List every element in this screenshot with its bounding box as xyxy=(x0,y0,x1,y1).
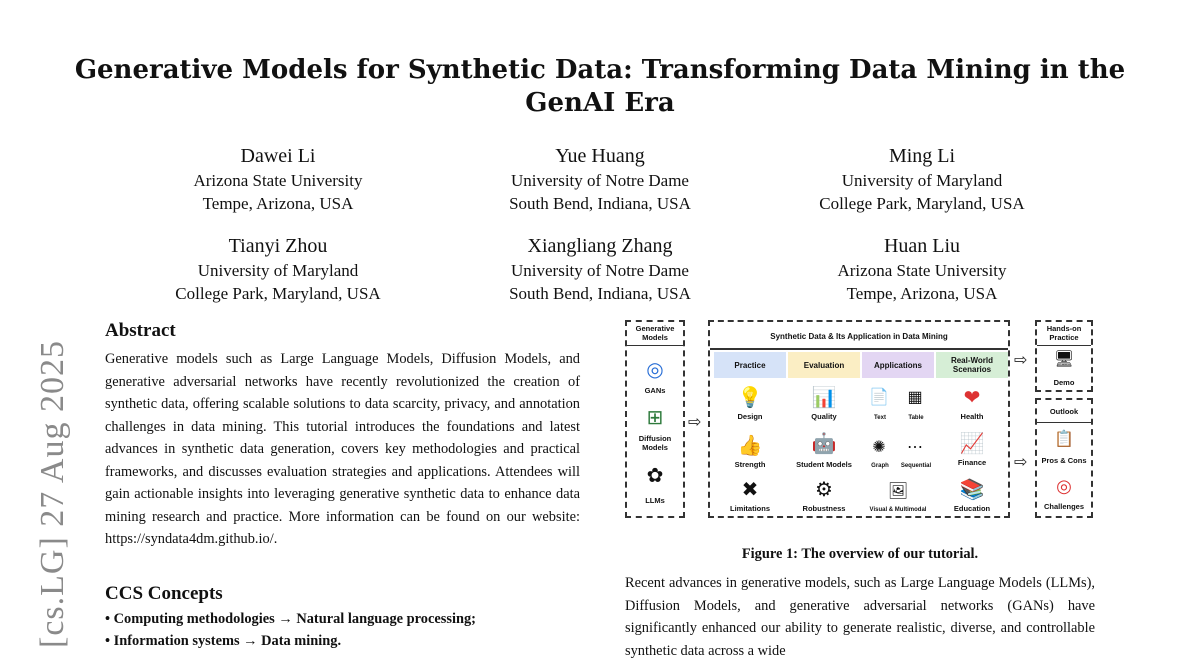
author-affiliation: University of Notre Dame xyxy=(511,171,689,190)
robustness-label: Robustness xyxy=(802,504,846,513)
arrow-right-icon: ⇨ xyxy=(688,414,702,431)
robot-icon: 🤖 xyxy=(811,433,837,455)
applications-column xyxy=(862,352,934,522)
heart-icon: ❤ xyxy=(963,387,981,409)
author-5 xyxy=(450,233,750,305)
overview-figure xyxy=(625,320,1095,520)
figure-caption: Figure 1: The overview of our tutorial. xyxy=(741,546,979,562)
arrow-right-icon: ⇨ xyxy=(1014,352,1028,369)
chart-icon: 📊 xyxy=(811,387,837,409)
design-label: Design xyxy=(737,412,763,421)
practice-header: Practice xyxy=(714,352,786,378)
author-location: South Bend, Indiana, USA xyxy=(509,194,691,213)
robustness-icon: ⚙ xyxy=(815,479,833,501)
author-2 xyxy=(450,143,750,215)
outlook-box xyxy=(1035,398,1093,518)
finance-icon: 📈 xyxy=(959,433,985,455)
books-icon: 📚 xyxy=(959,479,985,501)
evaluation-header: Evaluation xyxy=(788,352,860,378)
author-name: Huan Liu xyxy=(883,235,961,257)
author-location: Tempe, Arizona, USA xyxy=(202,194,354,213)
generative-models-title: Generative Models xyxy=(627,324,683,346)
health-label: Health xyxy=(960,412,984,421)
author-location: College Park, Maryland, USA xyxy=(175,284,381,303)
image-icon: 🖼 xyxy=(887,483,909,500)
graph-icon: ✺ xyxy=(872,439,886,456)
sequential-label: Sequential xyxy=(900,463,932,469)
author-4 xyxy=(128,233,428,305)
author-location: College Park, Maryland, USA xyxy=(819,194,1025,213)
demo-label: Demo xyxy=(1053,378,1075,387)
synthetic-data-box xyxy=(708,320,1010,518)
author-name: Tianyi Zhou xyxy=(228,235,328,257)
abstract-text: Generative models such as Large Language Models, Diffusion Models, and generative adversarial networks have recently revolutionized the creation of synthetic data, offering scalable solutions to data scarcity, privacy, and annotation challenges in data mining. This tutorial introduces the foundations and latest advances in synthetic data generation, covers key methodologies and practical frameworks, and discusses evaluation strategies and applications. Attendees will gain actionable insights into leveraging generative synthetic data to enhance data mining research and practice. More information can be found on our website: https://syndata4dm.github.io/. xyxy=(105,351,580,547)
author-name: Ming Li xyxy=(888,145,956,167)
visual-multimodal-label: Visual & Multimodal xyxy=(869,507,927,513)
diffusion-models-label: Diffusion Models xyxy=(638,434,672,452)
ccs-item: • Computing methodologies → Natural language processing; xyxy=(105,611,476,627)
author-affiliation: University of Maryland xyxy=(197,261,359,280)
author-affiliation: University of Notre Dame xyxy=(511,261,689,280)
practice-column xyxy=(714,352,786,522)
paper-title: Generative Models for Synthetic Data: Transforming Data Mining in the GenAI Era xyxy=(74,55,1126,118)
finance-label: Finance xyxy=(957,458,987,467)
quality-label: Quality xyxy=(811,412,837,421)
challenges-label: Challenges xyxy=(1043,502,1084,511)
sequential-icon: ⋯ xyxy=(907,439,923,456)
author-3 xyxy=(772,143,1072,215)
arxiv-side-label: [cs.LG] 27 Aug 2025 xyxy=(34,340,71,648)
table-label: Table xyxy=(908,415,924,421)
gans-label: GANs xyxy=(644,386,666,395)
author-name: Dawei Li xyxy=(240,145,316,167)
author-name: Xiangliang Zhang xyxy=(527,235,673,257)
author-location: South Bend, Indiana, USA xyxy=(509,284,691,303)
author-affiliation: Arizona State University xyxy=(193,171,363,190)
pros-cons-label: Pros & Cons xyxy=(1041,456,1087,465)
graph-label: Graph xyxy=(871,463,889,469)
real-world-column xyxy=(936,352,1008,522)
hands-on-box xyxy=(1035,320,1093,392)
clipboard-icon: 📋 xyxy=(1054,431,1074,448)
author-affiliation: Arizona State University xyxy=(837,261,1007,280)
hands-on-title: Hands-on Practice xyxy=(1037,324,1091,346)
generative-models-box xyxy=(625,320,685,518)
gan-icon: ◎ xyxy=(646,359,664,381)
real-world-header: Real-World Scenarios xyxy=(936,352,1008,378)
limitations-label: Limitations xyxy=(729,504,770,513)
limitations-icon: ✖ xyxy=(741,479,759,501)
author-affiliation: University of Maryland xyxy=(841,171,1003,190)
synthetic-data-title: Synthetic Data & Its Application in Data Mining xyxy=(770,332,948,341)
text-icon: 📄 xyxy=(869,389,889,406)
applications-header: Applications xyxy=(862,352,934,378)
abstract-heading: Abstract xyxy=(105,320,176,341)
diffusion-icon: ⊞ xyxy=(646,407,664,429)
target-icon: ◎ xyxy=(1056,476,1072,496)
student-models-label: Student Models xyxy=(796,460,852,469)
author-6 xyxy=(772,233,1072,305)
author-1 xyxy=(128,143,428,215)
author-location: Tempe, Arizona, USA xyxy=(846,284,998,303)
body-text: Recent advances in generative models, such as Large Language Models (LLMs), Diffusion Models, and generative adversarial networks (GANs) have significantly enhanced our ability to generate realistic, diverse, and controllable synthetic data across a wide xyxy=(625,575,1095,659)
strength-label: Strength xyxy=(734,460,766,469)
llms-label: LLMs xyxy=(645,496,665,505)
lightbulb-icon: 💡 xyxy=(737,387,763,409)
ccs-item: • Information systems → Data mining. xyxy=(105,633,342,649)
thumbs-up-icon: 👍 xyxy=(737,435,763,457)
arrow-right-icon: ⇨ xyxy=(1014,454,1028,471)
llm-icon: ✿ xyxy=(646,465,664,487)
text-label: Text xyxy=(874,415,886,421)
table-icon: ▦ xyxy=(907,389,923,406)
ccs-heading: CCS Concepts xyxy=(105,583,223,604)
author-name: Yue Huang xyxy=(555,145,645,167)
outlook-title: Outlook xyxy=(1037,407,1091,423)
monitor-icon: 🖥 xyxy=(1053,351,1075,368)
evaluation-column xyxy=(788,352,860,522)
education-label: Education xyxy=(953,504,991,513)
